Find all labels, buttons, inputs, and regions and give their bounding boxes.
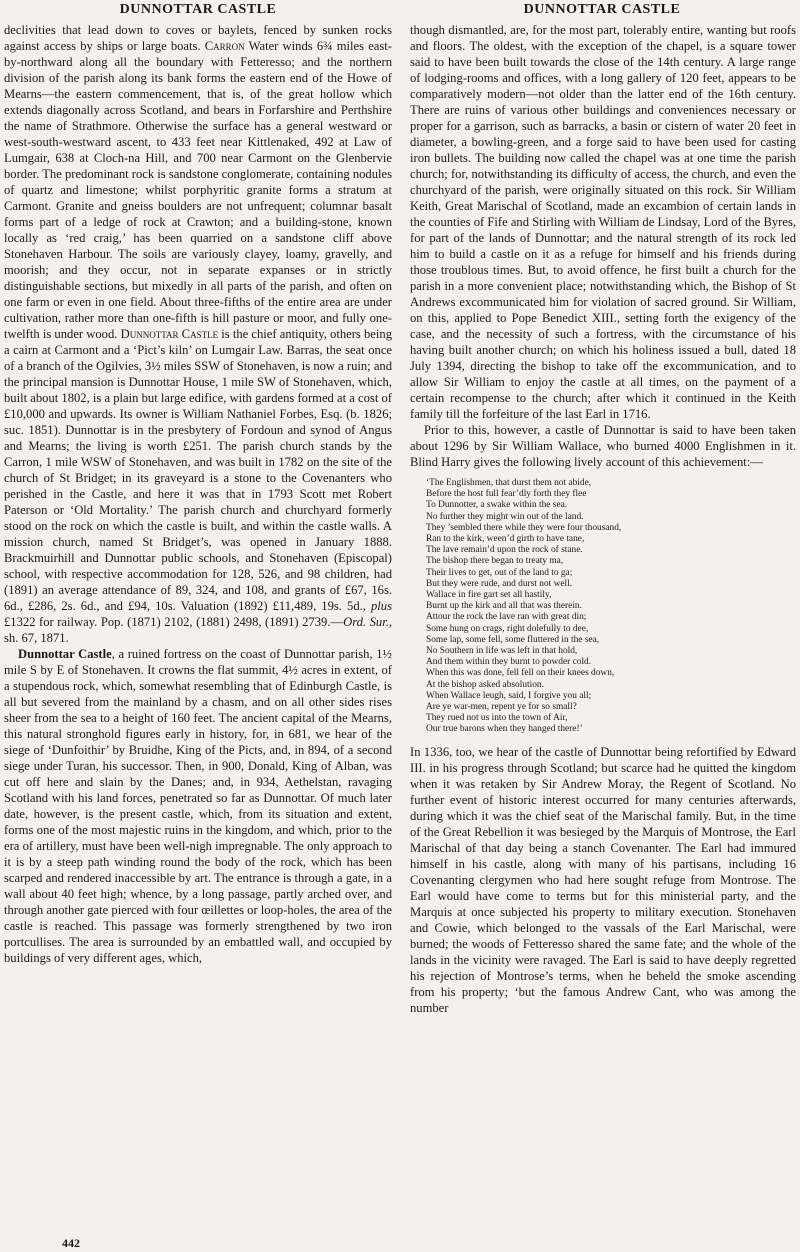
verse-line: Some hung on crags, right dolefully to dee, — [426, 623, 589, 634]
verse-line: Are ye war-men, repent ye for so small? — [426, 702, 577, 713]
text-run: Water winds 6¾ miles east-by-northward along all the boundary with Fetteresso; and the northern division of the parish along its bank forms the eastern end of the Howe of Mearns—the eastern commencement, that is, of the great hollow which extends diagonally across Scotland, and bears in Forfarshire and Perthshire the name of Strathmore. Otherwise the surface has a general westward or west-south-westward ascent, to 433 feet near Kittlenaked, 492 at Law of Lumgair, 638 at Cloch-na Hill, and 700 near Carmont on the Glenbervie border. The predominant rock is sandstone conglomerate, containing nodules of quartz and limestone; whilst porphyritic granite forms a stratum at Carmont. Granite and gneiss boulders are not unfrequent; columnar basalt forms part of a ledge of rock at Crawton; and a building-stone, known locally as ‘red craig,’ has been quarried on a sandstone cliff above Stonehaven Harbour. The soils are variously clayey, loamy, gravelly, and moorish; and they occur, not in separate expanses or in strictly distinguishable sections, but mixedly in all parts of the parish, and often on one farm or even in one field. About three-fifths of the entire area are under cultivation, rather more than one-fifth is hill pasture or moor, and fully one-twelfth is under wood. — [4, 39, 392, 341]
verse-line: They rued not us into the town of Air, — [426, 713, 568, 724]
text-run-italic: plus — [371, 599, 392, 613]
verse-line: Attour the rock the lave ran with great din; — [426, 612, 587, 623]
page-number: 442 — [62, 1236, 80, 1250]
verse-line: Before the host full fear’dly forth they flee — [426, 489, 587, 500]
quoted-verse — [426, 478, 796, 736]
verse-line: When this was done, fell fell on their knees down, — [426, 668, 615, 679]
text-run: is the chief antiquity, others being a cairn at Carmont and a ‘Pict’s kiln’ on Lumgair Law. Barras, the seat once of a branch of the Ogilvies, 3½ miles SSW of Stonehaven, is now a ruin; and the principal mansion is Dunnottar House, 1 mile SW of Stonehaven, which, built about 1802, is a plain but large edifice, with gardens formed at a cost of £10,000 and upwards. Its owner is William Nathaniel Forbes, Esq. (b. 1826; suc. 1851). Dunnottar is in the presbytery of Fordoun and synod of Angus and Mearns; the living is worth £251. The parish church stands by the Carron, 1 mile WSW of Stonehaven, and was built in 1782 on the site of the church of St Bridget; in its graveyard is a stone to the Covenanters who perished in the Castle, and here it was that in 1793 Scott met Robert Paterson or ‘Old Mortality.’ The parish church and churchyard formerly stood on the rock on which the castle is built, and within the castle walls. A mission church, named St Bridget’s, was opened in January 1888. Brackmuirhill and Dunnottar public schools, and Stonehaven (Episcopal) school, with respective accommodation for 128, 526, and 98 children, had (1891) an average attendance of 89, 324, and 108, and grants of £67, 16s. 6d., £286, 2s. 6d., and £94, 10s. Valuation (1892) £11,489, 19s. 5d., — [4, 327, 392, 613]
running-header-left: DUNNOTTAR CASTLE — [119, 2, 277, 17]
verse-line: No Southern in life was left in that hold, — [426, 646, 578, 657]
text-run: £1322 for railway. Pop. (1871) 2102, (1881) 2498, (1891) 2739.— — [4, 615, 344, 629]
left-paragraph-castle-entry — [4, 646, 392, 966]
verse-line: Burnt up the kirk and all that was therein. — [426, 601, 582, 612]
text-run-italic: Ord. Sur. — [343, 615, 389, 629]
right-paragraph-wallace: Prior to this, however, a castle of Dunnottar is said to have been taken about 1296 by Sir William Wallace, who burned 4000 Englishmen in it. Blind Harry gives the following lively account of this achievement:— — [410, 423, 796, 469]
verse-line: To Dunnotter, a swake within the sea. — [426, 500, 568, 511]
verse-line: They ’sembled there while they were four thousand, — [426, 522, 622, 533]
verse-line: Their lives to get, out of the land to ga; — [426, 567, 573, 578]
verse-line: The lave remain’d upon the rock of stane. — [426, 545, 583, 556]
verse-line: And them within they burnt to powder cold. — [426, 657, 592, 668]
verse-line: At the bishop asked absolution. — [426, 679, 544, 690]
left-column — [4, 22, 392, 1234]
verse-line: Wallace in fire gart set all hastily, — [426, 590, 552, 601]
text-run: , a ruined fortress on the coast of Dunnottar parish, 1½ mile S by E of Stonehaven. It crowns the flat summit, 4½ acres in extent, of a stupendous rock, which, somewhat resembling that of Edinburgh Castle, is all but severed from the mainland by a chasm, and on all other sides rises sheer from the sea to a height of 160 feet. The ancient capital of the Mearns, this natural stronghold figures early in history, for, in 681, we hear of the siege of ‘Dunfoithir’ by Bruidhe, King of the Picts, and, in 894, of a second siege under Turan, his successor. Then, in 900, Donald, King of Alban, was cut off here and slain by the Danes; and, in 934, Aethelstan, ravaging Scotland with his land forces, penetrated so far as Dunnottar. Of much later date, however, is the present castle, which, from its situation and extent, forms one of the most majestic ruins in the kingdom, and which, prior to the era of artillery, must have been well-nigh impregnable. The only approach to it is by a steep path winding round the body of the rock, which has been scarped and rendered inaccessible by art. The entrance is through a gate, in a wall about 40 feet high; whence, by a long passage, partly arched over, and through another gate pierced with four œillettes or loop-holes, the area of the castle is reached. This passage was formerly strengthened by two iron portcullises. The area is surrounded by an embattled wall, and occupied by buildings of very different ages, which, — [4, 647, 392, 965]
right-paragraph-history: In 1336, too, we hear of the castle of Dunnottar being refortified by Edward III. in his progress through Scotland; but scarce had he quitted the kingdom when it was retaken by Sir Andrew Moray, the Regent of Scotland. No further event of historic interest occurred for many centuries afterwards, during which it was the chief seat of the Marischal family. But, in the time of the Great Rebellion it was besieged by the Marquis of Montrose, the Earl Marischal of that day being a stanch Covenanter. The Earl had immured himself in his castle, along with many of his partisans, including 16 Covenanting clergymen who had here sought refuge from Montrose. The Earl would have come to terms but for this ministerial party, and the Marquis at once subjected his property to military execution. Stonehaven and Cowie, which belonged to the vassals of the Earl Marischal, were burned; the woods of Fetteresso shared the same fate; and the whole of the lands in the vicinity were ravaged. The Earl is said to have deeply regretted his rejection of Montrose’s terms, when he beheld the smoke ascending from his property; ‘but the famous Andrew Cant, who was among the number — [410, 744, 796, 1015]
verse-line: No further they might win out of the land. — [426, 511, 584, 522]
verse-line: When Wallace leugh, said, I forgive you all; — [426, 690, 592, 701]
text-run-smallcaps: Carron — [204, 39, 245, 53]
right-column — [410, 22, 796, 1252]
verse-line: Some lap, some fell, some fluttered in the sea, — [426, 634, 600, 645]
text-run: , sh. 67, 1871. — [4, 615, 392, 645]
running-header-right: DUNNOTTAR CASTLE — [523, 2, 681, 17]
entry-headword: Dunnottar Castle — [18, 647, 112, 661]
verse-line: Ran to the kirk, ween’d girth to have tane, — [426, 534, 585, 545]
text-run: declivities that lead down to coves or baylets, fenced by sunken rocks against access by ships or large boats. — [4, 23, 392, 53]
verse-line: ‘The Englishmen, that durst them not abide, — [426, 478, 592, 488]
left-paragraph-parish — [4, 22, 392, 646]
text-run-smallcaps: Dunnottar Castle — [120, 327, 219, 341]
verse-line: The bishop there began to treaty ma, — [426, 556, 564, 567]
right-paragraph-continuation: though dismantled, are, for the most part, tolerably entire, wanting but roofs and floors. The oldest, with the exception of the chapel, is a square tower said to have been built towards the close of the 14th century. A large range of lodging-rooms and offices, with a long gallery of 120 feet, appears to be comparatively modern—not older than the latter end of the 16th century. There are ruins of various other buildings and conveniences necessary or proper for a garrison, such as barracks, a basin or cistern of water 20 feet in diameter, a bowling-green, and a forge said to have been used for casting iron bullets. The building now called the chapel was at one time the parish church; for, notwithstanding its difficulty of access, the church, and even the churchyard of the parish, were originally situated on this rock. Sir William Keith, Great Marischal of Scotland, made an excambion of certain lands in the counties of Fife and Stirling with William de Lindsay, Lord of the Byres, for part of the lands of Dunnottar; and the natural strength of its rock led him to build a castle on it as a refuge for himself and his friends during those troublous times. But, to avoid offence, he first built a church for the parish in a more convenient place; notwithstanding which, the Bishop of St Andrews excommunicated him for violation of sacred ground. Sir William, on this, applied to Pope Benedict XIII., setting forth the exigency of the case, and the necessity of such a fortress, with the circumstance of his having built another church; on which his holiness issued a bull, dated 18 July 1394, directing the bishop to take off the excommunication, and to allow Sir William to enjoy the castle at all times, on the payment of a certain recompense to the church; after which it continued in the Keith family till the forfeiture of the last Earl in 1716. — [410, 23, 796, 421]
verse-line: Our true barons when they hanged there!’ — [426, 724, 583, 735]
verse-line: But they were rude, and durst not well. — [426, 578, 573, 589]
